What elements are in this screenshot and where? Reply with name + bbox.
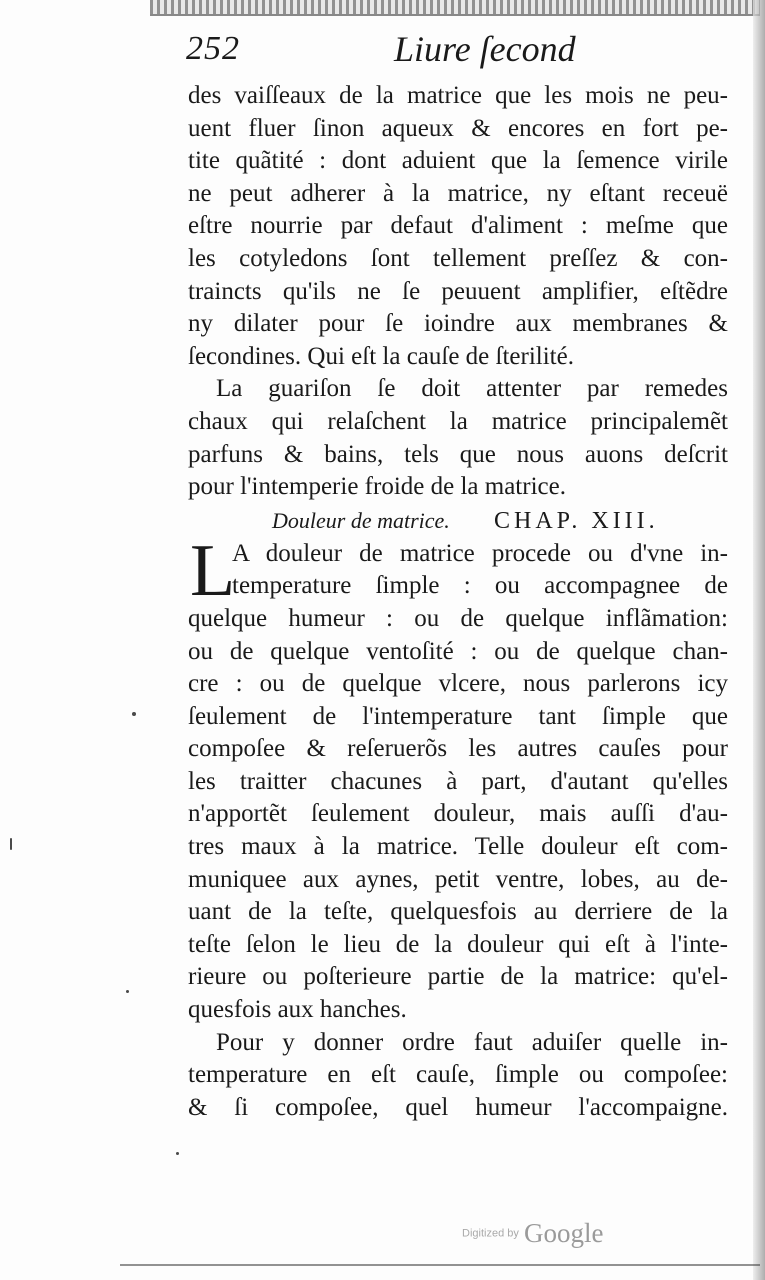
- drop-cap: L: [190, 529, 236, 612]
- text-line: ne peut adherer à la matrice, ny eſtant receuë: [188, 179, 728, 207]
- text-line: quelque humeur : ou de quelque inflãmation:: [188, 604, 728, 632]
- text-line: compoſee & reſeruerõs les autres cauſes pour: [188, 735, 728, 763]
- text-line: ny dilater pour ſe ioindre aux membranes &: [188, 310, 728, 338]
- running-title: Liure ſecond: [394, 29, 576, 69]
- text-line: parfuns & bains, tels que nous auons deſcrit: [188, 440, 728, 468]
- text-line: chaux qui relaſchent la matrice principalemẽt: [188, 407, 728, 435]
- text-line: pour l'intemperie froide de la matrice.: [188, 473, 566, 501]
- text-line: A douleur de matrice procede ou d'vne in-: [232, 539, 728, 567]
- paragraph-1: [188, 80, 728, 373]
- text-line: n'apportẽt ſeulement douleur, mais auſſi d'au-: [188, 800, 728, 828]
- ink-speck: [10, 838, 12, 850]
- page-header: [186, 30, 726, 76]
- chapter-title: Douleur de matrice.: [272, 507, 450, 533]
- paragraph-2: [188, 373, 728, 503]
- text-line: ou de quelque ventoſité : ou de quelque chan-: [188, 637, 728, 665]
- text-line: les traitter chacunes à part, d'autant qu'elles: [188, 767, 728, 795]
- text-line: uant de la teſte, quelquesfois au derriere de la: [188, 898, 728, 926]
- text-line: des vaiſſeaux de la matrice que les mois ne peu-: [188, 82, 728, 109]
- page-top-edge: [150, 0, 760, 16]
- text-line: temperature en eſt cauſe, ſimple ou compoſee:: [188, 1061, 728, 1089]
- text-line: tres maux à la matrice. Telle douleur eſt com-: [188, 833, 728, 861]
- text-line: uent fluer ſinon aqueux & encores en fort pe-: [188, 114, 728, 142]
- chapter-heading: [188, 504, 728, 538]
- text-line: tite quãtité : dont aduient que la ſemence virile: [188, 147, 728, 175]
- text-line: muniquee aux aynes, petit ventre, lobes, au de-: [188, 865, 728, 893]
- text-line: & ſi compoſee, quel humeur l'accompaigne.: [188, 1093, 728, 1121]
- text-line: rieure ou poſterieure partie de la matrice: qu'el-: [188, 963, 728, 991]
- text-line: quesfois aux hanches.: [188, 996, 407, 1024]
- text-line: cre : ou de quelque vlcere, nous parlerons icy: [188, 670, 728, 698]
- ink-speck: [132, 712, 136, 716]
- google-logo: Google: [523, 1218, 604, 1248]
- body-text: [188, 80, 728, 1124]
- page-number: 252: [186, 30, 240, 67]
- ink-speck: [176, 1152, 179, 1155]
- watermark-prefix: Digitized by: [462, 1227, 519, 1240]
- chapter-number: CHAP. XIII.: [494, 507, 659, 534]
- page-bottom-edge: [120, 1264, 760, 1272]
- text-line: traincts qu'ils ne ſe peuuent amplifier, eſtẽdre: [188, 277, 728, 305]
- text-line: La guariſon ſe doit attenter par remedes: [216, 375, 728, 403]
- digitized-watermark: [462, 1218, 603, 1250]
- text-line: eſtre nourrie par defaut d'aliment : meſme que: [188, 212, 728, 240]
- paragraph-3: [188, 529, 728, 1027]
- text-line: les cotyledons ſont tellement preſſez & con-: [188, 244, 728, 272]
- text-line: ſeulement de l'intemperature tant ſimple que: [188, 702, 728, 730]
- text-line: teſte ſelon le lieu de la douleur qui eſt à l'inte-: [188, 930, 728, 958]
- ink-speck: [126, 990, 129, 993]
- text-line: ſecondines. Qui eſt la cauſe de ſterilité.: [188, 342, 574, 370]
- text-line: Pour y donner ordre faut aduiſer quelle in-: [216, 1028, 728, 1056]
- page-right-edge: [753, 0, 765, 1280]
- paragraph-4: [188, 1027, 728, 1125]
- text-line: temperature ſimple : ou accompagnee de: [232, 572, 728, 600]
